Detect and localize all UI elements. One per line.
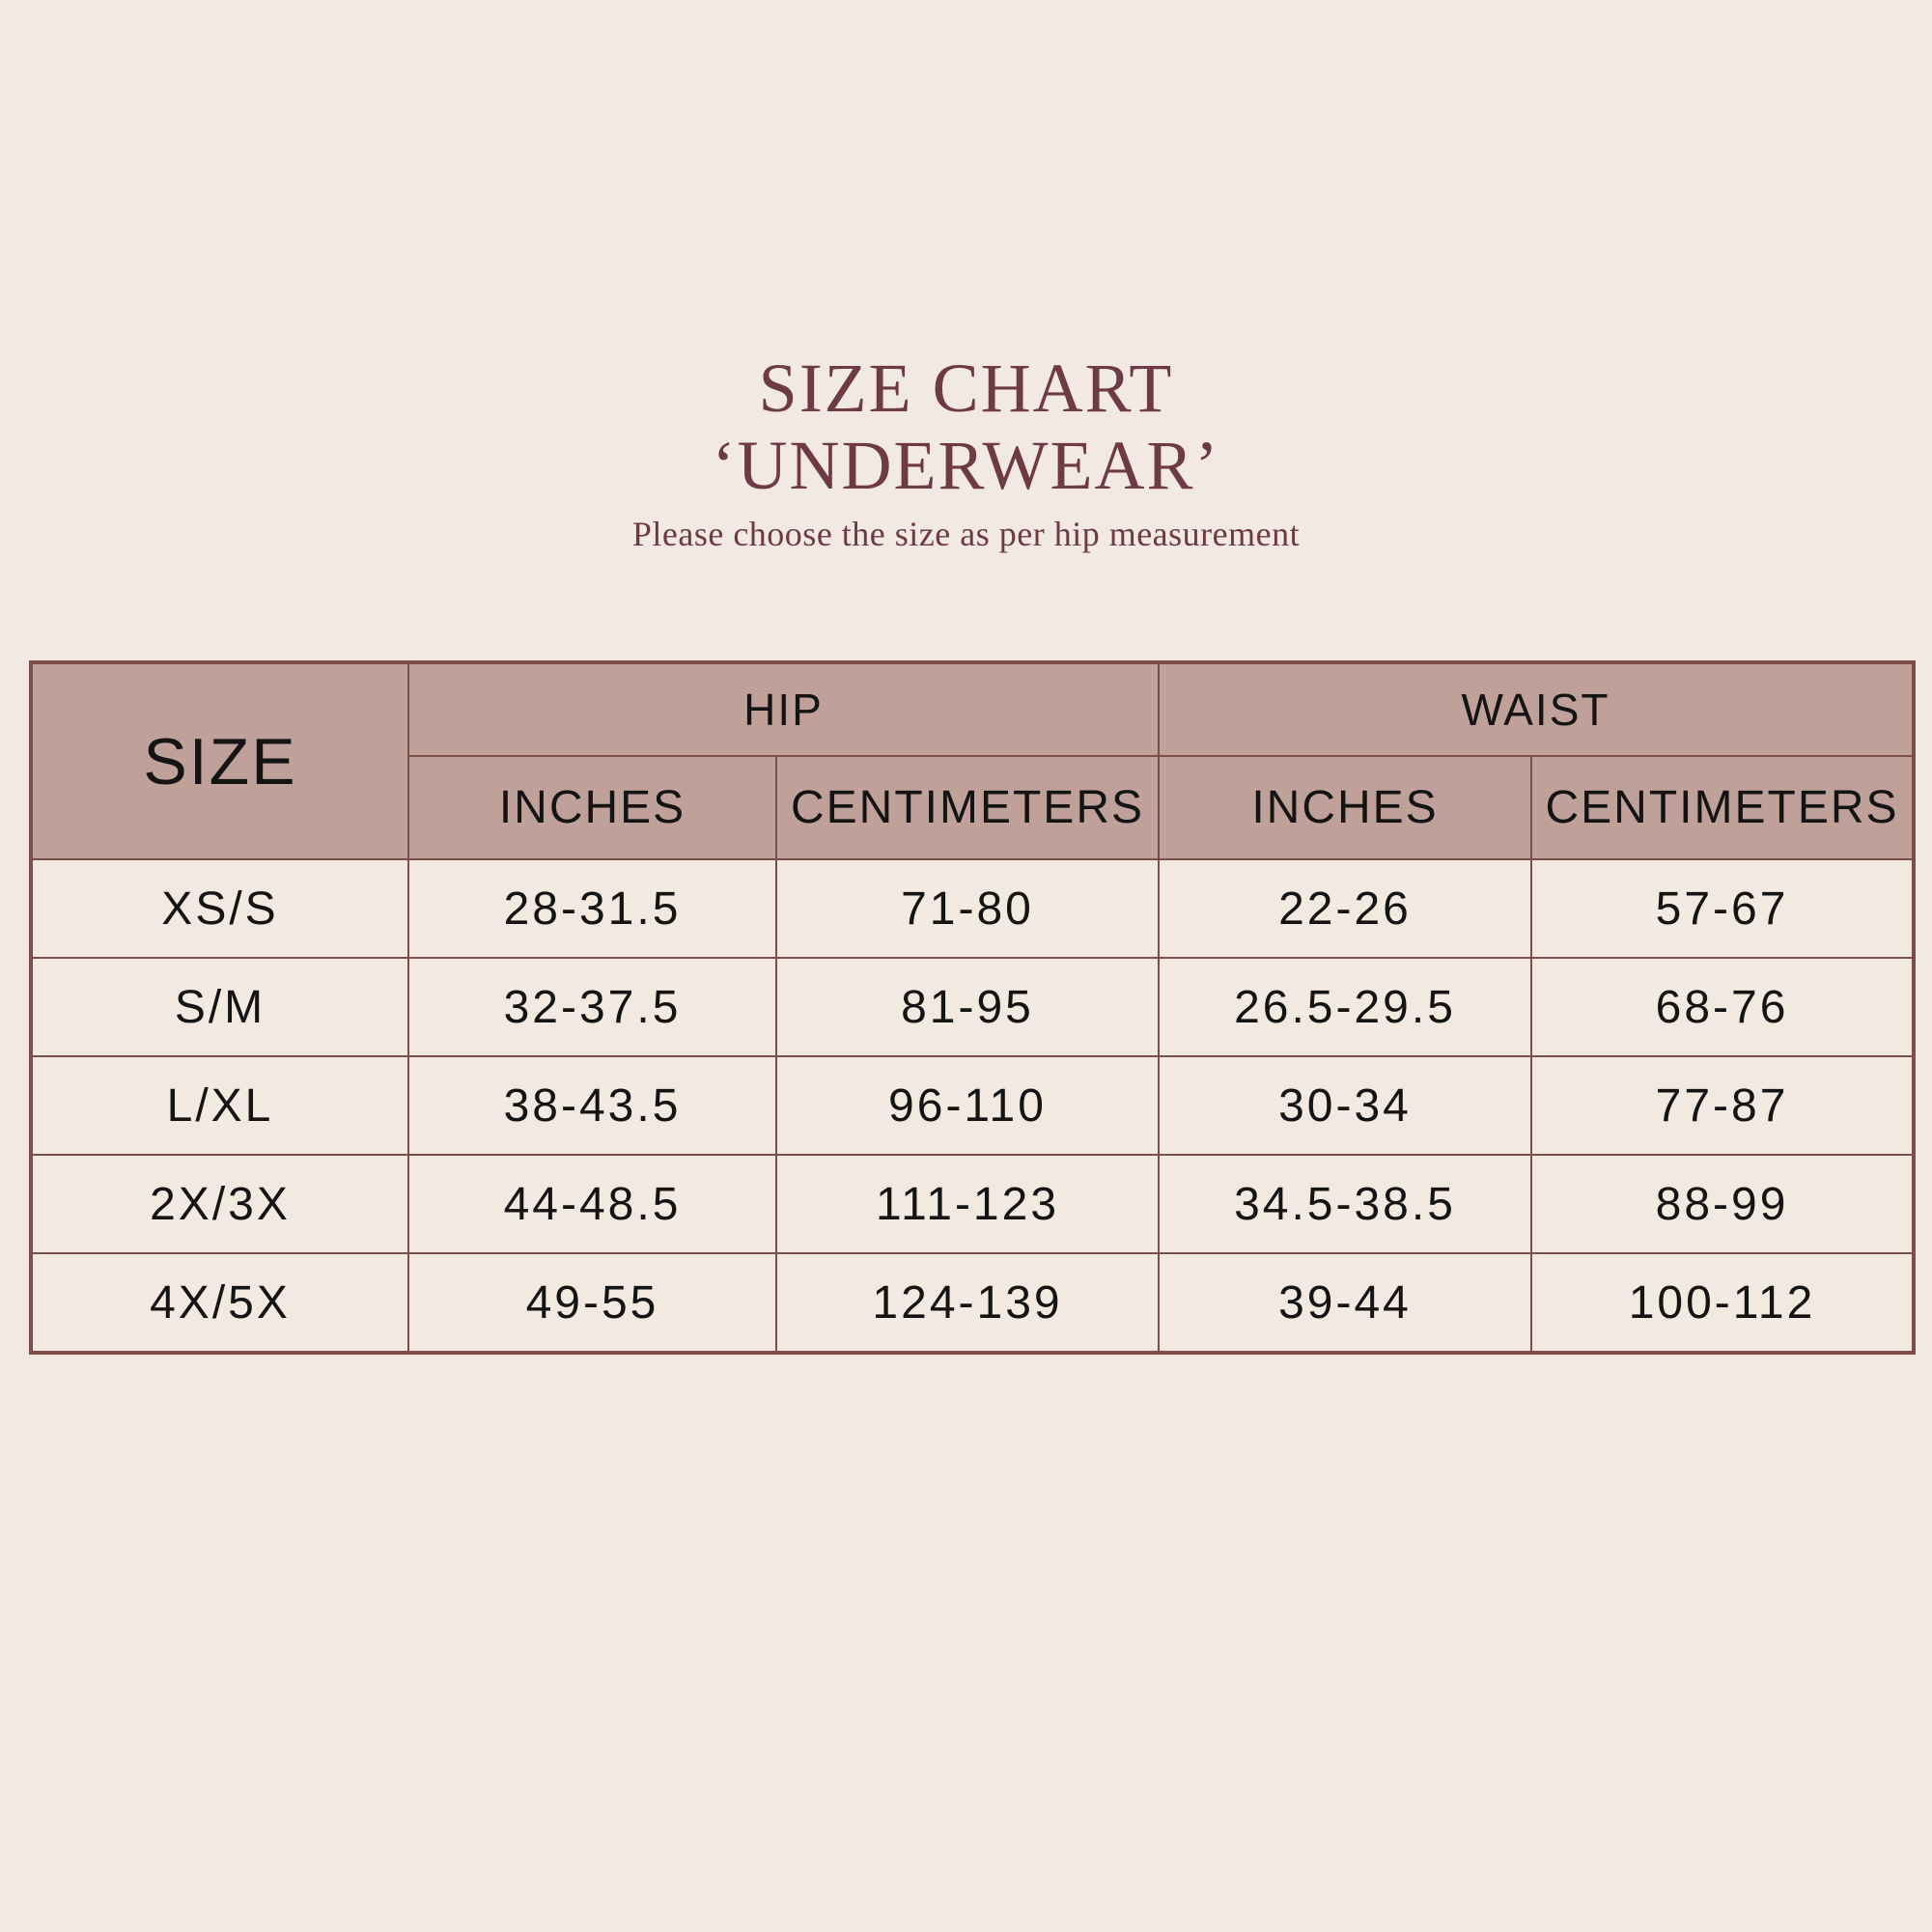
column-group-hip: HIP [408, 662, 1159, 756]
hip-inches-cell: 49-55 [408, 1253, 776, 1353]
chart-subtitle: Please choose the size as per hip measurement [631, 515, 1301, 553]
waist-inches-cell: 39-44 [1159, 1253, 1531, 1353]
table-row [31, 1253, 1914, 1353]
waist-inches-cell: 34.5-38.5 [1159, 1155, 1531, 1253]
page-title-line1: SIZE CHART [758, 350, 1174, 427]
hip-inches-cell: 32-37.5 [408, 958, 776, 1056]
waist-centimeters-cell: 68-76 [1531, 958, 1914, 1056]
hip-inches-cell: 44-48.5 [408, 1155, 776, 1253]
waist-centimeters-cell: 57-67 [1531, 859, 1914, 958]
hip-inches-cell: 38-43.5 [408, 1056, 776, 1155]
column-group-waist: WAIST [1159, 662, 1914, 756]
hip-centimeters-cell: 81-95 [776, 958, 1159, 1056]
waist-centimeters-cell: 77-87 [1531, 1056, 1914, 1155]
page-title-line2: ‘UNDERWEAR’ [712, 427, 1220, 504]
table-row [31, 1056, 1914, 1155]
size-value-cell: 4X/5X [31, 1253, 408, 1353]
waist-inches-cell: 26.5-29.5 [1159, 958, 1531, 1056]
size-chart-table [29, 660, 1916, 1355]
table-body [31, 859, 1914, 1353]
hip-centimeters-cell: 111-123 [776, 1155, 1159, 1253]
hip-inches-cell: 28-31.5 [408, 859, 776, 958]
waist-inches-cell: 22-26 [1159, 859, 1531, 958]
size-value-cell: 2X/3X [31, 1155, 408, 1253]
hip-centimeters-cell: 71-80 [776, 859, 1159, 958]
table-header [31, 662, 1914, 859]
waist-centimeters-cell: 100-112 [1531, 1253, 1914, 1353]
group-header-row [31, 662, 1914, 756]
column-header-waist-centimeters: CENTIMETERS [1531, 756, 1914, 859]
waist-inches-cell: 30-34 [1159, 1056, 1531, 1155]
hip-centimeters-cell: 96-110 [776, 1056, 1159, 1155]
table-row [31, 1155, 1914, 1253]
column-header-hip-inches: INCHES [408, 756, 776, 859]
size-value-cell: XS/S [31, 859, 408, 958]
waist-centimeters-cell: 88-99 [1531, 1155, 1914, 1253]
table-row [31, 859, 1914, 958]
chart-header [0, 350, 1932, 554]
column-header-hip-centimeters: CENTIMETERS [776, 756, 1159, 859]
table-row [31, 958, 1914, 1056]
size-value-cell: L/XL [31, 1056, 408, 1155]
size-value-cell: S/M [31, 958, 408, 1056]
column-header-waist-inches: INCHES [1159, 756, 1531, 859]
column-header-size: SIZE [31, 662, 408, 859]
hip-centimeters-cell: 124-139 [776, 1253, 1159, 1353]
